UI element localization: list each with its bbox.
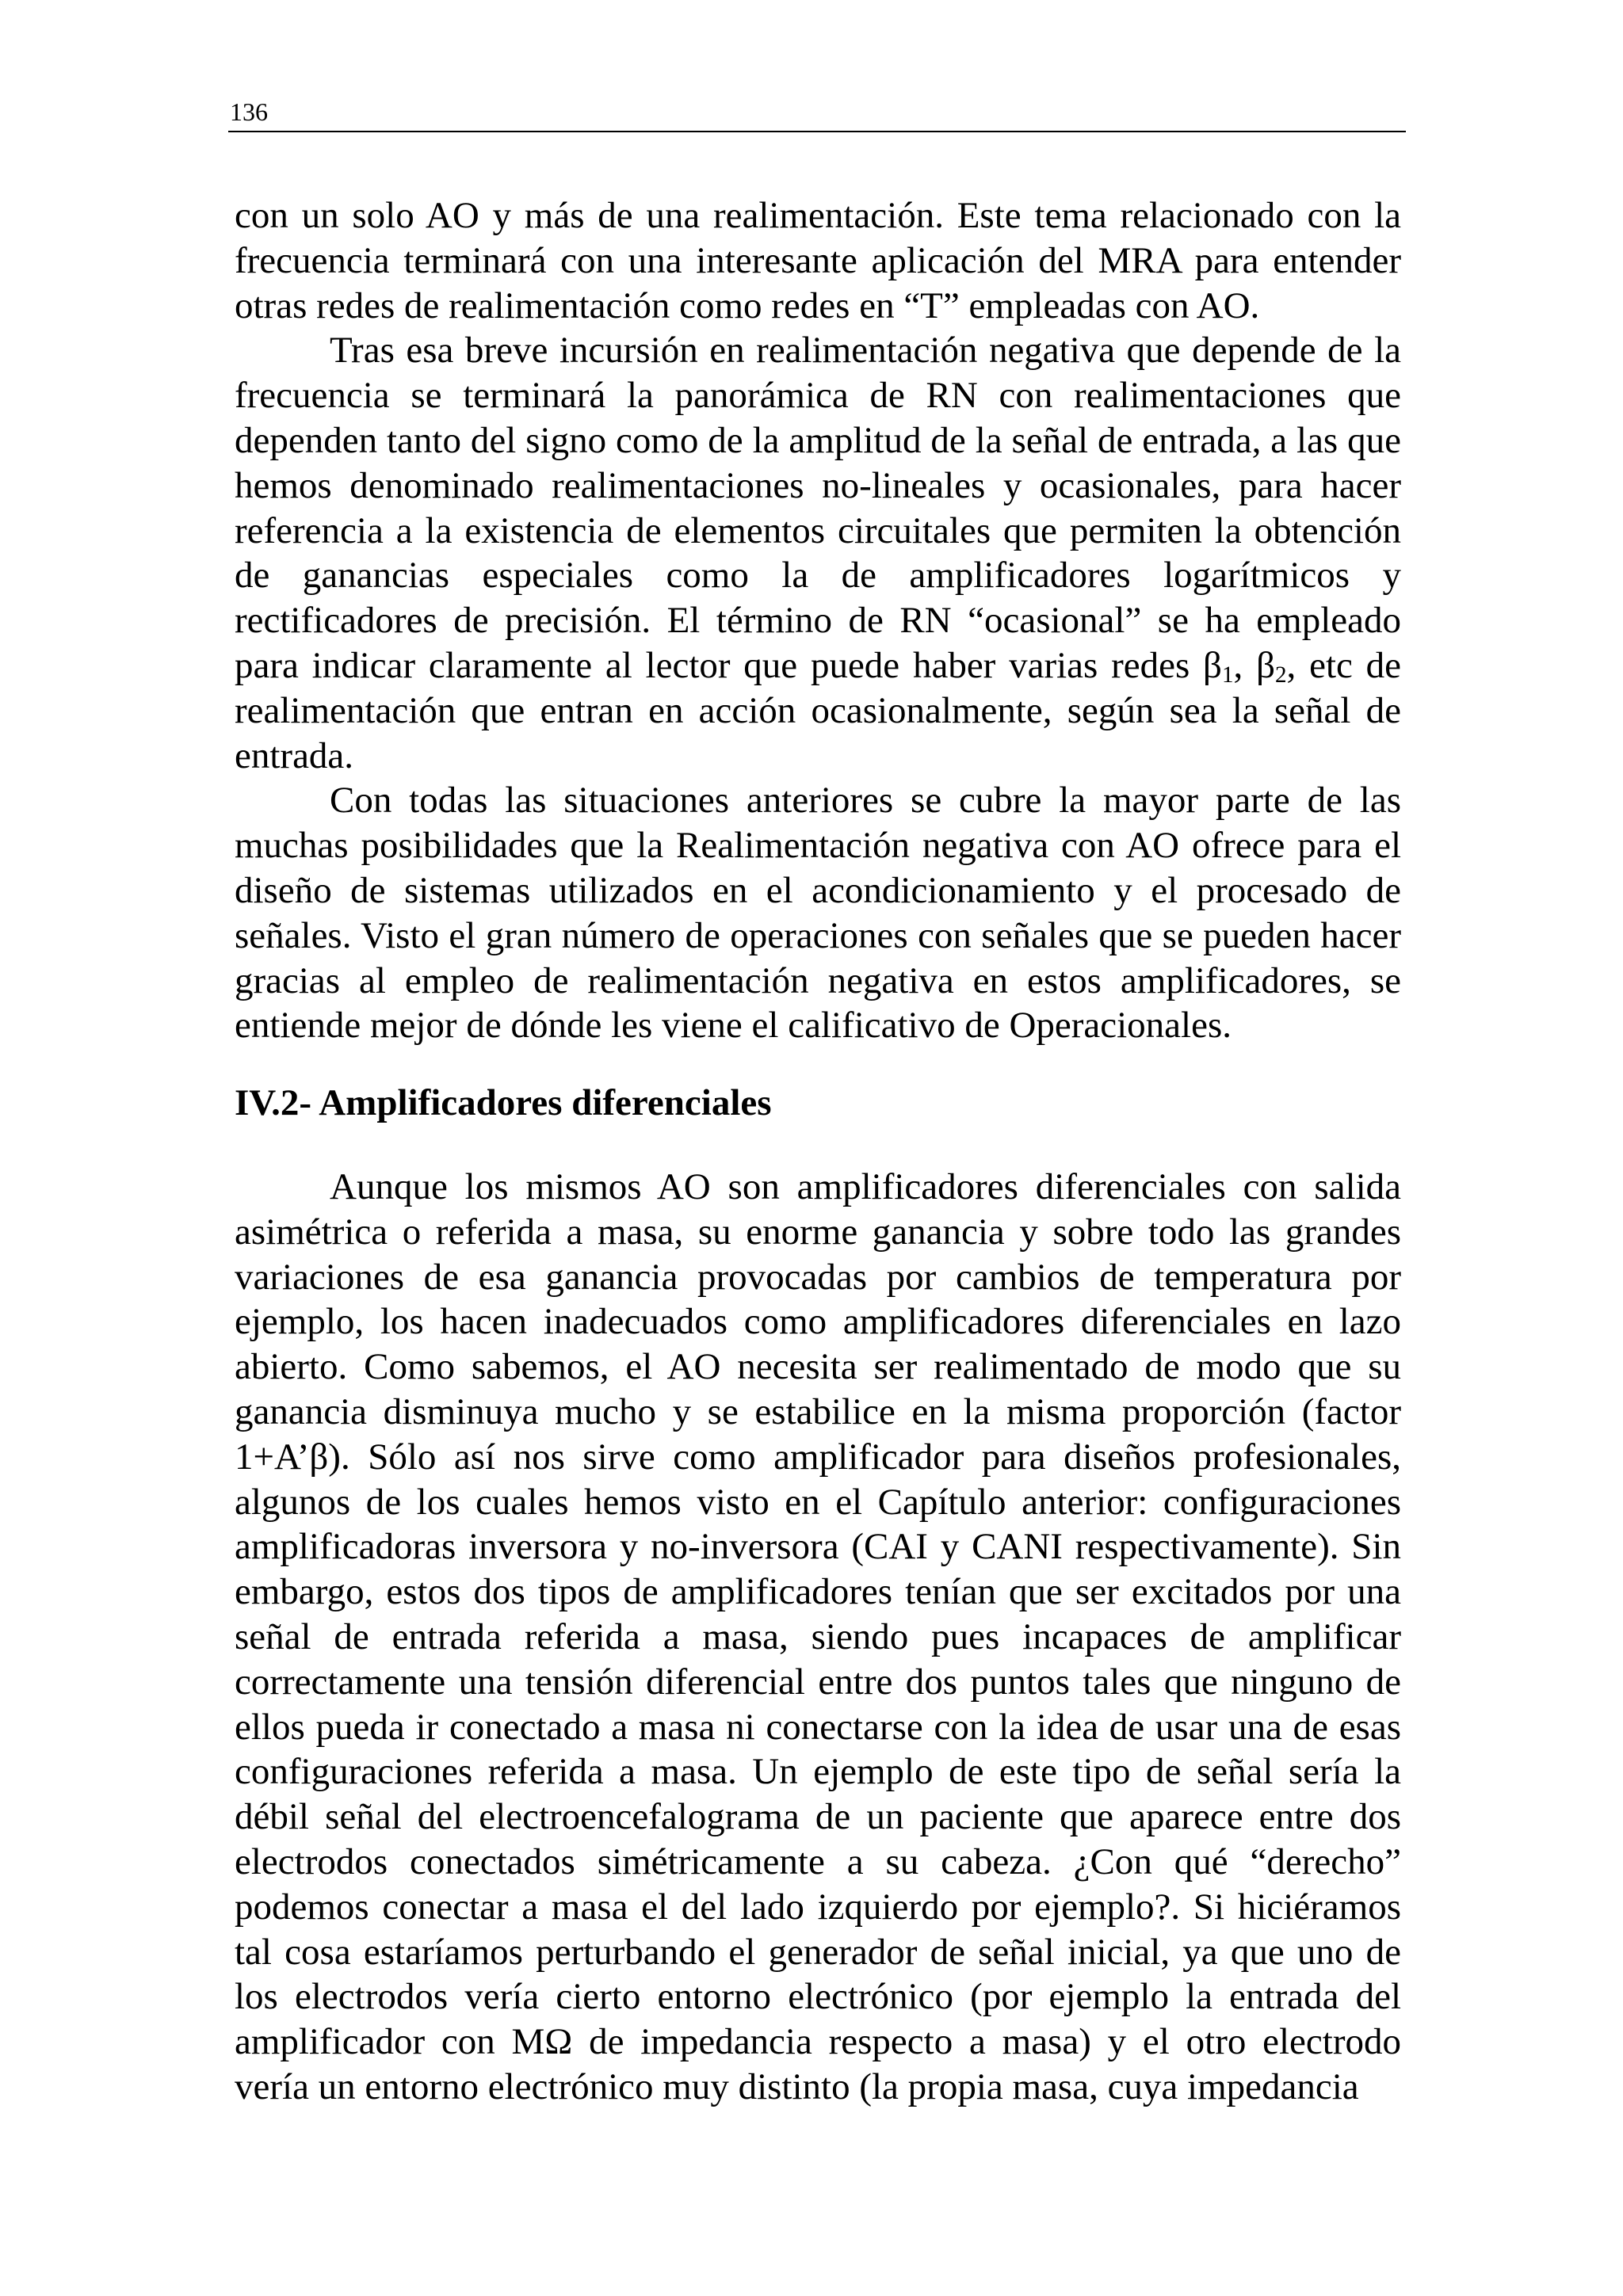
beta-2-subscript: 2 — [1274, 662, 1287, 688]
beta-1-subscript: 1 — [1221, 662, 1234, 688]
intro-paragraph-1: con un solo AO y más de una realimentación. Este tema relacionado con la frecuencia terminará con una interesante aplicación del MRA para entender otras redes de realimentación como redes en “T” empleadas con AO. — [235, 195, 1401, 326]
paragraph-2-text-c: , etc de realimentación que entran en acción ocasionalmente, según sea la señal de entrada. — [235, 644, 1401, 776]
header-rule — [228, 131, 1406, 132]
section-paragraph-1: Aunque los mismos AO son amplificadores diferenciales con salida asimétrica o referida a masa, su enorme ganancia y sobre todo las grandes variaciones de esa ganancia provocadas por cambios de temperatura por ejemplo, los hacen inadecuados como amplificadores diferenciales en lazo abierto. Como sabemos, el AO necesita ser realimentado de modo que su ganancia disminuya mucho y se estabilice en la misma proporción (factor 1+A’β). Sólo así nos sirve como amplificador para diseños profesionales, algunos de los cuales hemos visto en el Capítulo anterior: configuraciones amplificadoras inversora y no-inversora (CAI y CANI respectivamente). Sin embargo, estos dos tipos de amplificadores tenían que ser excitados por una señal de entrada referida a masa, siendo pues incapaces de amplificar correctamente una tensión diferencial entre dos puntos tales que ninguno de ellos pueda ir conectado a masa ni conectarse con la idea de usar una de esas configuraciones referida a masa. Un ejemplo de este tipo de señal sería la débil señal del electroencefalograma de un paciente que aparece entre dos electrodos conectados simétricamente a su cabeza. ¿Con qué “derecho” podemos conectar a masa el del lado izquierdo por ejemplo?. Si hiciéramos tal cosa estaríamos perturbando el generador de señal inicial, ya que uno de los electrodos vería cierto entorno electrónico (por ejemplo la entrada del amplificador con MΩ de impedancia respecto a masa) y el otro electrodo vería un entorno electrónico muy distinto (la propia masa, cuya impedancia — [235, 1166, 1401, 2107]
intro-text — [235, 193, 1401, 1048]
page-number: 136 — [230, 97, 268, 126]
intro-paragraph-3: Con todas las situaciones anteriores se cubre la mayor parte de las muchas posibilidades que la Realimentación negativa con AO ofrece para el diseño de sistemas utilizados en el acondicionamiento y el procesado de señales. Visto el gran número de operaciones con señales que se pueden hacer gracias al empleo de realimentación negativa en estos amplificadores, se entiende mejor de dónde les viene el calificativo de Operacionales. — [235, 780, 1401, 1047]
paragraph-2-text-a: Tras esa breve incursión en realimentación negativa que depende de la frecuencia se terminará la panorámica de RN con realimentaciones que dependen tanto del signo como de la amplitud de la señal de entrada, a las que hemos denominado realimentaciones no-lineales y ocasionales, para hacer referencia a la existencia de elementos circuitales que permiten la obtención de ganancias especiales como la de amplificadores logarítmicos y rectificadores de precisión. El término de RN “ocasional” se ha empleado para indicar claramente al lector que puede haber varias redes β — [235, 330, 1401, 686]
section-body — [235, 1165, 1401, 2110]
paragraph-2-text-b: , β — [1233, 644, 1275, 686]
section-heading: IV.2- Amplificadores diferenciales — [235, 1082, 772, 1123]
intro-paragraph-2 — [235, 328, 1401, 778]
